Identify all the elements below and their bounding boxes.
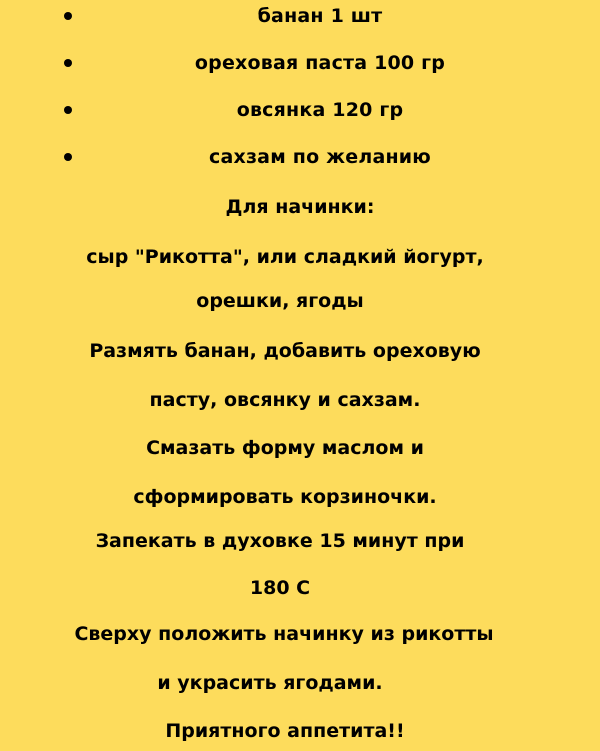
bullet-icon <box>64 153 72 161</box>
ingredient-item <box>0 43 600 83</box>
instruction-line: Размять банан, добавить ореховую <box>89 340 481 362</box>
filling-line: орешки, ягоды <box>196 290 364 312</box>
instruction-line: Запекать в духовке 15 минут при <box>95 530 465 552</box>
instruction-line: 180 С <box>249 577 311 599</box>
ingredient-text: ореховая паста 100 гр <box>194 52 446 74</box>
ingredient-item <box>0 137 600 177</box>
bullet-icon <box>64 106 72 114</box>
ingredient-text: банан 1 шт <box>257 5 383 27</box>
instruction-line: Смазать форму маслом и <box>146 437 424 459</box>
filling-heading: Для начинки: <box>225 196 375 218</box>
filling-line: сыр "Рикотта", или сладкий йогурт, <box>86 246 484 268</box>
ingredient-text: сахзам по желанию <box>209 146 431 168</box>
ingredient-item <box>0 90 600 130</box>
instruction-line: Сверху положить начинку из рикотты <box>74 623 494 645</box>
instruction-line: сформировать корзиночки. <box>133 486 437 508</box>
bullet-icon <box>64 12 72 20</box>
ingredient-text: овсянка 120 гр <box>236 99 404 121</box>
instruction-line: пасту, овсянку и сахзам. <box>149 389 421 411</box>
ingredient-item <box>0 0 600 36</box>
instruction-line: и украсить ягодами. <box>157 672 383 694</box>
bullet-icon <box>64 59 72 67</box>
closing-line: Приятного аппетита!! <box>165 720 405 742</box>
